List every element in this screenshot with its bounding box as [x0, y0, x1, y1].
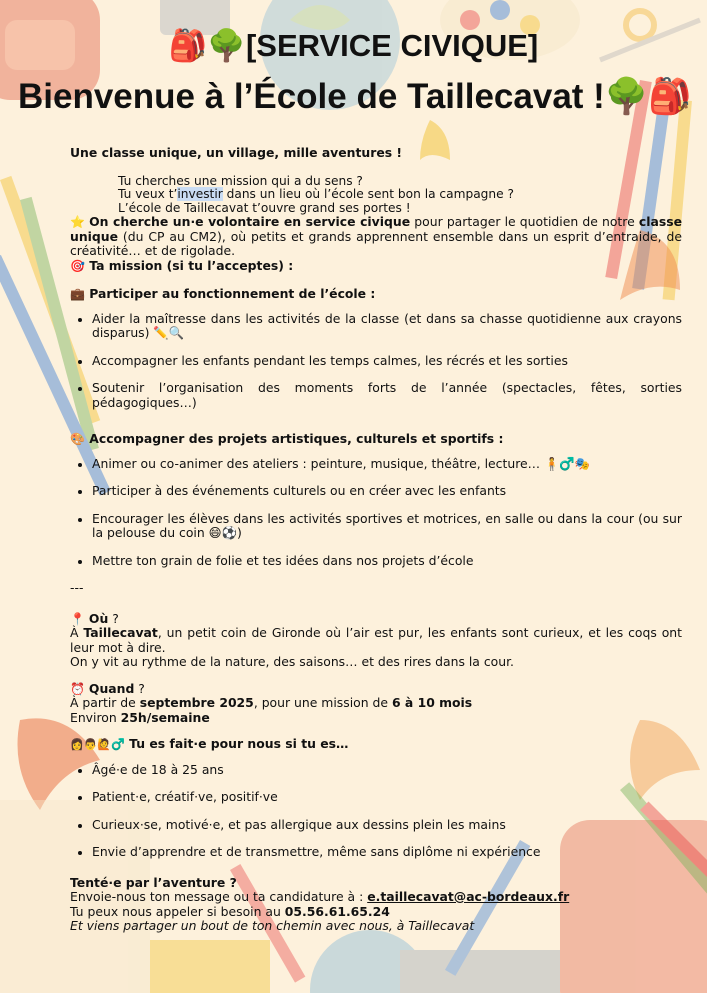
where-line-1 — [70, 626, 682, 655]
search-bold-b: classe unique — [70, 214, 682, 244]
where-line-1-bold: Taillecavat — [83, 625, 158, 640]
when-label — [70, 682, 682, 697]
projects-list — [70, 457, 682, 569]
search-bold-a: On cherche un·e volontaire en service civique — [89, 214, 411, 229]
title-line-2 — [18, 74, 698, 120]
intro-line-2 — [118, 188, 682, 202]
profile-heading — [70, 737, 682, 753]
when-label-suffix: ? — [134, 680, 145, 696]
flyer-content — [70, 146, 682, 934]
star-icon: ⭐ — [70, 215, 85, 229]
intro-line-2-a: Tu veux t’ — [118, 187, 178, 201]
school-list — [70, 312, 682, 411]
selected-text-highlight: investir — [177, 187, 223, 201]
list-item: • Mettre ton grain de folie et tes idées dans nos projets d’école — [92, 554, 682, 569]
alarm-clock-icon: ⏰ — [70, 681, 85, 696]
people-icon: 👩👨🙋♂️ — [70, 738, 125, 751]
email-link[interactable]: e.taillecavat@ac-bordeaux.fr — [367, 889, 570, 904]
contact-line-1 — [70, 890, 682, 905]
phone-number: 05.56.61.65.24 — [284, 903, 390, 919]
target-icon: 🎯 — [70, 258, 85, 273]
list-item: • Encourager les élèves dans les activités sportives et motrices, en salle ou dans la cour (ou sur la pelouse du coin 😄⚽) — [92, 512, 682, 541]
contact-line-2-text: Tu peux nous appeler si besoin au — [70, 903, 285, 919]
list-item: • Patient·e, créatif·ve, positif·ve — [92, 790, 682, 805]
where-line-1-b: , un petit coin de Gironde où l’air est pur, les enfants sont curieux, et les coqs ont leur mot à dire. — [70, 625, 682, 655]
where-line-1-a: À — [70, 625, 84, 640]
when-label-text: Quand — [88, 680, 135, 696]
title-line-1 — [0, 26, 707, 66]
when-line-1-b: , pour une mission de — [253, 695, 392, 710]
backpack-tree-emoji: 🎒🌳 — [168, 28, 246, 63]
service-civique-title: [SERVICE CIVIQUE] — [245, 28, 539, 63]
contact-heading: Tenté·e par l’aventure ? — [70, 874, 237, 890]
contact-line-1-text: Envoie-nous ton message ou ta candidature à : — [70, 889, 368, 904]
projects-heading-text: Accompagner des projets artistiques, culturels et sportifs : — [89, 431, 504, 446]
intro-line-3: L’école de Taillecavat t’ouvre grand ses portes ! — [118, 200, 411, 215]
school-heading — [70, 287, 682, 302]
list-item: • Animer ou co-animer des ateliers : peinture, musique, théâtre, lecture… 🧍♂️🎭 — [92, 457, 682, 472]
list-item: • Envie d’apprendre et de transmettre, même sans diplôme ni expérience — [92, 845, 682, 860]
contact-line-3: Et viens partager un bout de ton chemin avec nous, à Taillecavat — [70, 918, 475, 933]
list-item: • Soutenir l’organisation des moments forts de l’année (spectacles, fêtes, sorties pédagogiques…) — [92, 381, 682, 410]
briefcase-icon: 💼 — [70, 287, 85, 301]
where-label — [70, 612, 682, 627]
intro-line-1: Tu cherches une mission qui a du sens ? — [118, 173, 363, 188]
list-item: • Aider la maîtresse dans les activités de la classe (et dans sa chasse quotidienne aux crayons disparus) ✏️🔍 — [92, 312, 682, 341]
profile-heading-text: Tu es fait·e pour nous si tu es… — [129, 736, 349, 751]
list-item: • Curieux·se, motivé·e, et pas allergique aux dessins plein les mains — [92, 818, 682, 833]
when-line-1-bold-1: septembre 2025 — [139, 695, 254, 710]
where-line-2: On y vit au rythme de la nature, des saisons… et des rires dans la cour. — [70, 654, 514, 669]
projects-heading — [70, 432, 682, 447]
when-line-2-bold: 25h/semaine — [120, 709, 210, 725]
profile-list — [70, 763, 682, 860]
contact-line-2 — [70, 905, 682, 920]
list-item: • Âgé·e de 18 à 25 ans — [92, 763, 682, 778]
when-line-1-a: À partir de — [70, 695, 140, 710]
search-text-b: (du CP au CM2), où petits et grands apprennent ensemble dans un esprit d’entraide, de créativité… et de rigolade. — [70, 228, 682, 258]
intro-block — [118, 175, 682, 216]
mission-heading — [70, 259, 682, 274]
when-line-2-a: Environ — [70, 709, 121, 725]
mission-heading-text: Ta mission (si tu l’acceptes) : — [89, 257, 294, 273]
list-item: • Participer à des événements culturels ou en créer avec les enfants — [92, 484, 682, 499]
palette-icon: 🎨 — [70, 432, 85, 446]
list-item: • Accompagner les enfants pendant les temps calmes, les récrés et les sorties — [92, 354, 682, 369]
school-heading-text: Participer au fonctionnement de l’école : — [89, 286, 376, 301]
search-paragraph — [70, 215, 682, 259]
tree-backpack-emoji: 🌳🎒 — [604, 77, 692, 116]
search-text-a: pour partager le quotidien de notre — [410, 214, 639, 229]
separator: --- — [70, 580, 84, 595]
intro-line-2-b: dans un lieu où l’école sent bon la campagne ? — [222, 187, 514, 201]
pin-icon: 📍 — [70, 611, 85, 626]
when-line-1-bold-2: 6 à 10 mois — [391, 695, 473, 710]
when-line-1 — [70, 696, 682, 711]
welcome-title: Bienvenue à l’École de Taillecavat ! — [18, 77, 605, 116]
when-line-2 — [70, 711, 682, 726]
intro-heading: Une classe unique, un village, mille aventures ! — [70, 145, 403, 160]
where-label-text: Où — [88, 610, 109, 626]
where-label-suffix: ? — [108, 610, 119, 626]
